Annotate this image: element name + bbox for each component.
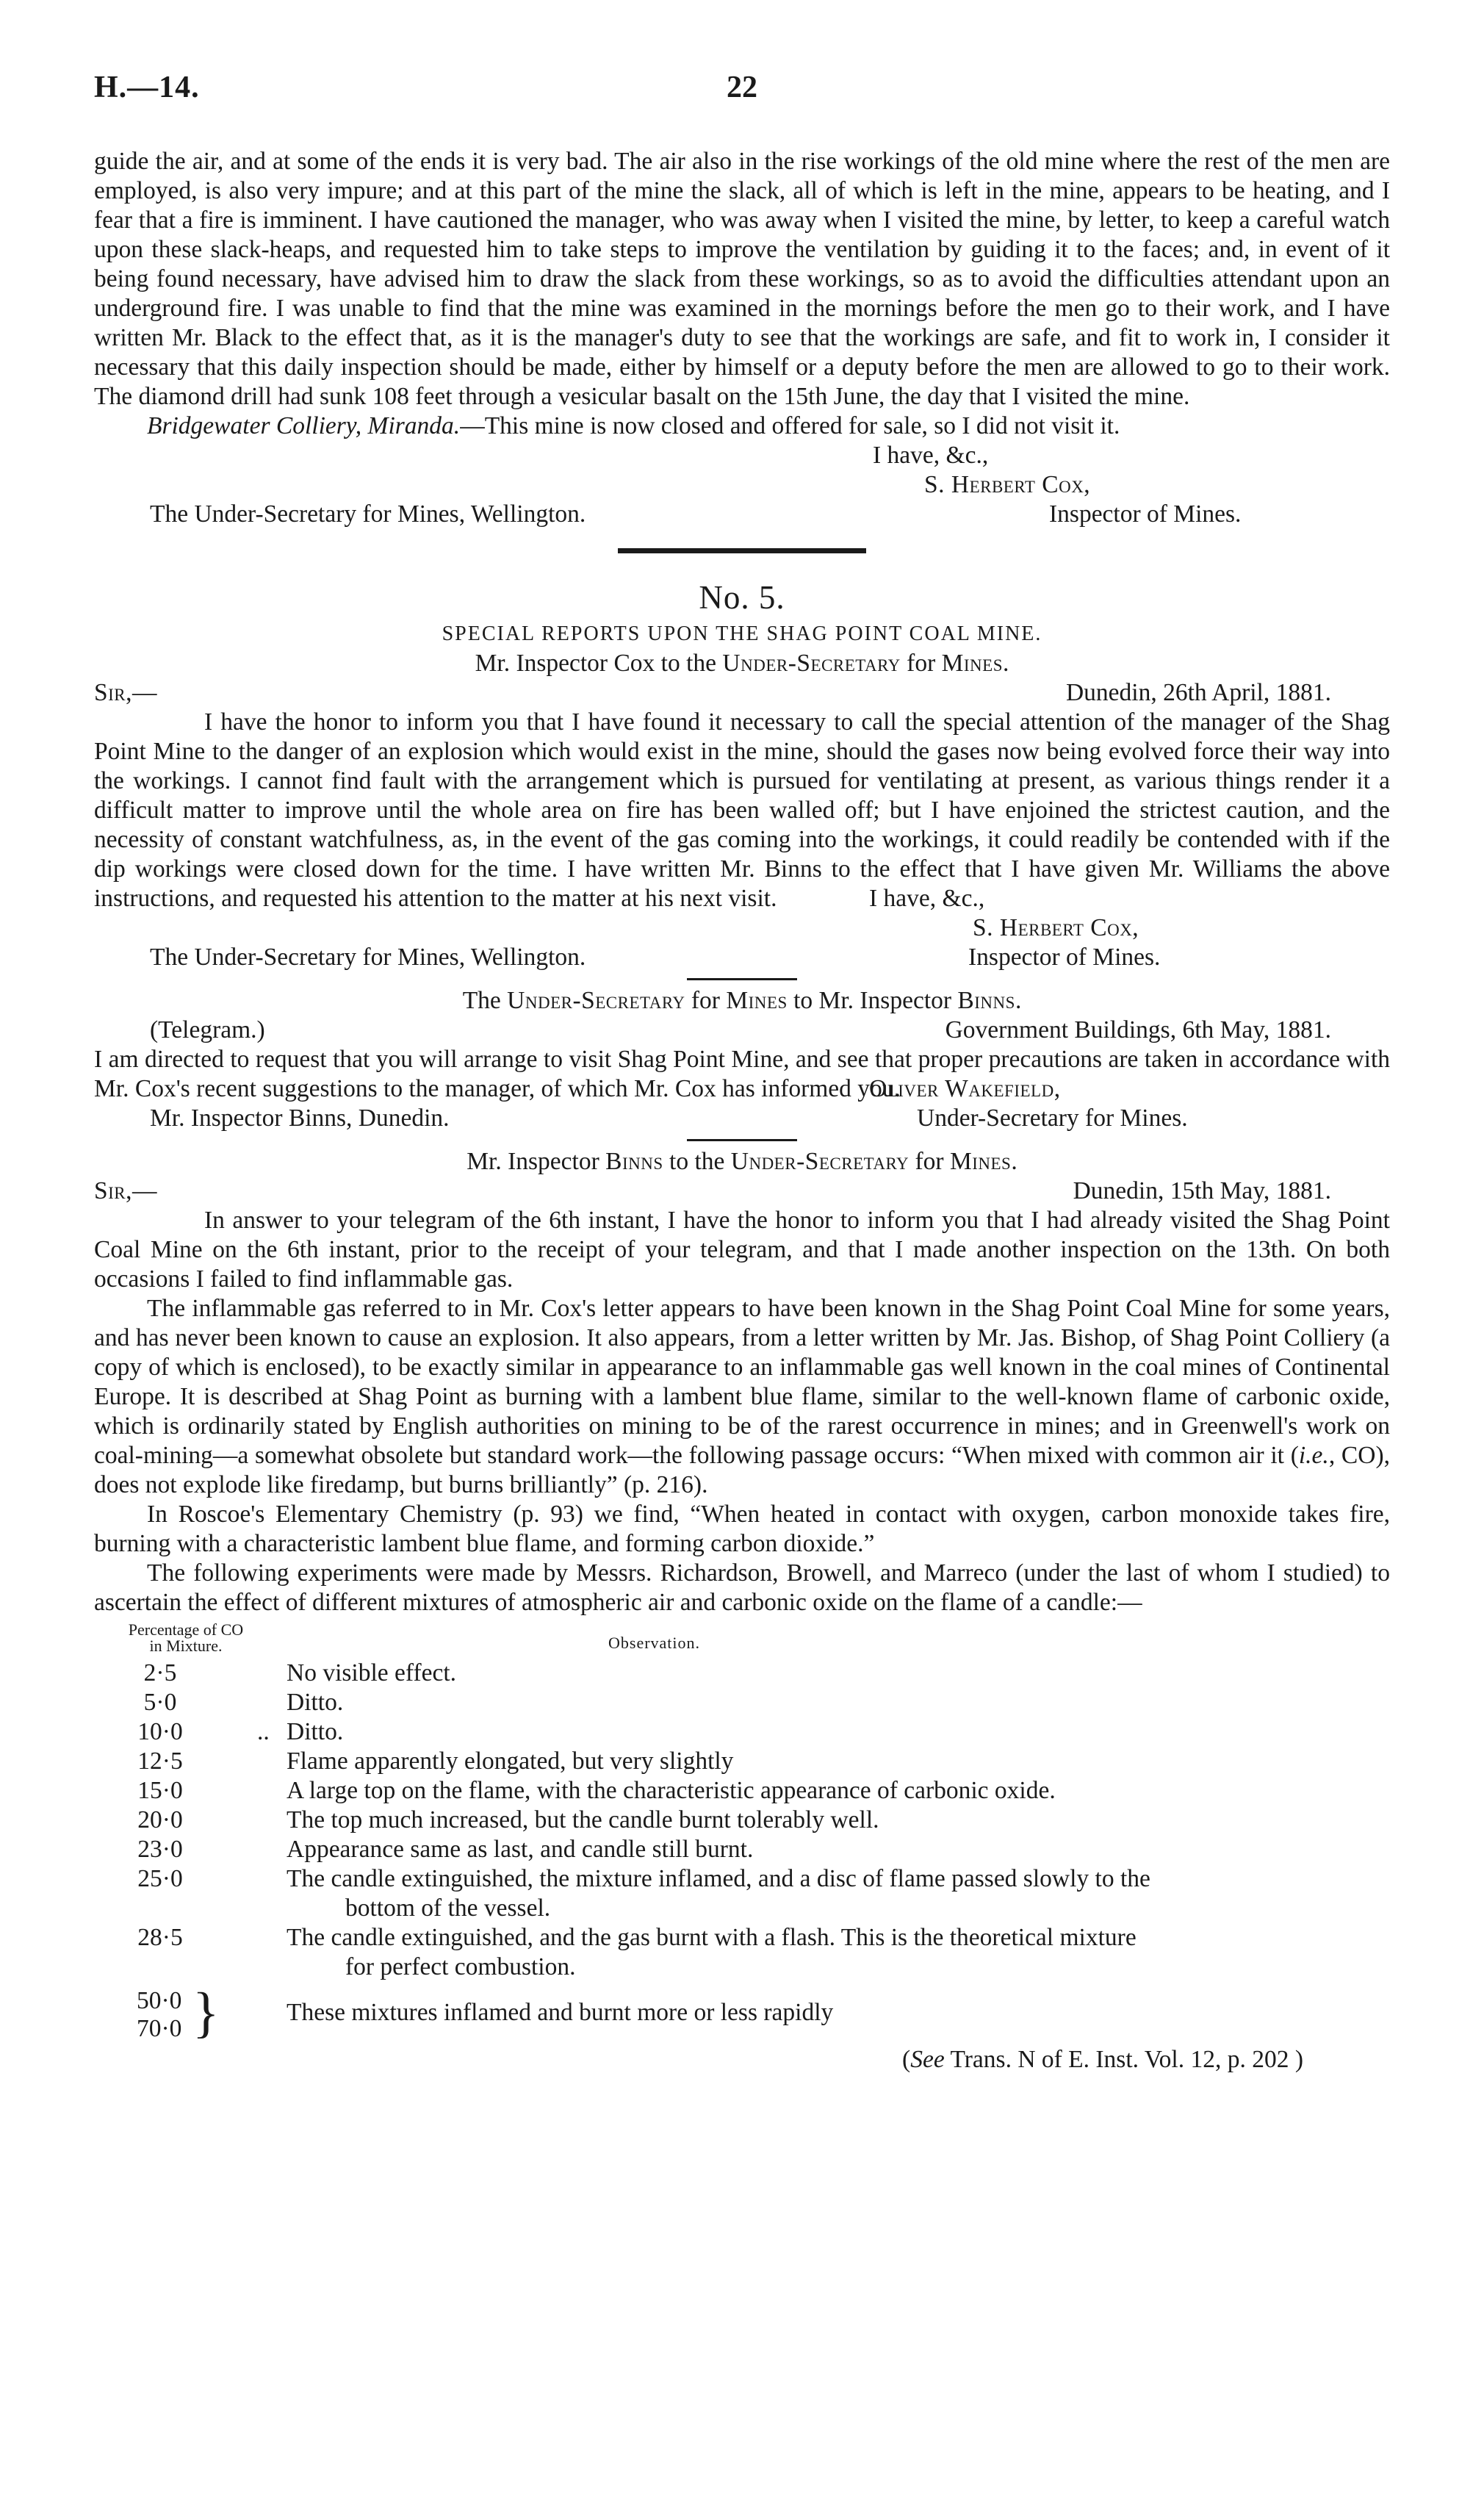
section-divider — [618, 548, 866, 553]
letter3-paragraph-3: In Roscoe's Elementary Chemistry (p. 93) we find, “When heated in contact with oxygen, carbon monoxide takes fire, burning with a characteristic lambent blue flame, and forming carbon dioxide.” — [94, 1501, 1390, 1557]
letter2-tag: (Telegram.) — [150, 1016, 265, 1044]
table-row — [94, 1923, 1390, 1982]
letter3-header-row — [94, 1177, 1390, 1206]
letter3-paragraph-1: In answer to your telegram of the 6th instant, I have the honor to inform you that I had already visited the Shag Point Coal Mine on the 6th instant, prior to the receipt of your telegram, and that I made another inspection on the 13th. On both occasions I failed to find inflammable gas. — [94, 1207, 1390, 1293]
letter3-salutation: Sir,— — [94, 1177, 158, 1204]
row-percentage: 20·0 — [137, 1806, 183, 1833]
letter3-p2-part-a: The inflammable gas referred to in Mr. Cox's letter appears to have been known in the Shag Point Coal Mine for some years, and has never been known to cause an explosion. It also appears, from a letter written by Mr. Jas. Bishop, of Shag Point Colliery (a copy of which is enclosed), to be exactly similar in appearance to an inflammable gas well known in the coal mines of Continental Europe. It is described at Shag Point as burning with a lambent blue flame, similar to the well-known flame of carbonic oxide, which is ordinarily stated by English authorities on mining to be of the rarest occurrence in mines; and in Greenwell's work on coal-mining—a somewhat obsolete but standard work—the following passage occurs: “When mixed with common air it ( — [94, 1295, 1390, 1469]
table-row — [94, 1864, 1390, 1923]
signature-block-1 — [94, 441, 1390, 529]
row-observation — [287, 1659, 1390, 1688]
row-percentage: 2·5 — [143, 1659, 177, 1687]
sig1-addressee: The Under-Secretary for Mines, Wellington. — [150, 500, 586, 528]
row-observation — [287, 1806, 1390, 1835]
row-observation — [287, 1864, 1390, 1923]
divider-1 — [687, 978, 797, 980]
letter3-title: Mr. Inspector Binns to the Under-Secretary for Mines. — [467, 1148, 1017, 1175]
brace-observation: These mixtures inflamed and burnt more or less rapidly — [287, 1999, 834, 2026]
sig1-i-have: I have, &c., — [873, 442, 989, 469]
row-percentage: 15·0 — [137, 1777, 183, 1804]
page-number: 22 — [727, 71, 757, 104]
document-body — [94, 147, 1390, 2075]
letter1-salutation: Sir,— — [94, 679, 158, 706]
citation-see: See — [910, 2046, 945, 2073]
divider-2 — [687, 1139, 797, 1141]
letter2-name: Oliver Wakefield, — [869, 1075, 1061, 1102]
letter1-i-have: I have, &c., — [869, 885, 985, 912]
letter2-header-row — [94, 1016, 1390, 1045]
row-percentage: 10·0 — [137, 1718, 183, 1745]
citation — [94, 2045, 1390, 2075]
sig1-title: Inspector of Mines. — [1049, 500, 1242, 528]
column-header-observation: Observation. — [608, 1634, 701, 1652]
letter2-title: The Under-Secretary for Mines to Mr. Inspector Binns. — [462, 987, 1022, 1014]
letter3-p2-part-b: , CO), does not explode like firedamp, but burns brilliantly” (p. 216). — [94, 1442, 1390, 1498]
letter2-addressee: Mr. Inspector Binns, Dunedin. — [150, 1104, 450, 1132]
bridgewater-text: —This mine is now closed and offered for sale, so I did not visit it. — [460, 412, 1120, 439]
letter1-header-row — [94, 678, 1390, 708]
row-observation-text: A large top on the flame, with the characteristic appearance of carbonic oxide. — [287, 1777, 1056, 1804]
column-header-percentage-line1: Percentage of CO — [128, 1620, 244, 1639]
letter1-name-row — [94, 913, 1390, 943]
table-row — [94, 1776, 1390, 1806]
row-observation-text: Ditto. — [287, 1718, 344, 1745]
section-number: No. 5. — [699, 579, 785, 616]
letter3-p2-ie: i.e. — [1298, 1442, 1329, 1469]
brace-percentage-2: 70·0 — [137, 2015, 182, 2042]
table-row — [94, 1717, 1390, 1747]
bridgewater-paragraph — [94, 412, 1390, 441]
row-percentage: 5·0 — [143, 1689, 177, 1716]
letter2-name-row — [94, 1074, 1390, 1104]
row-observation-text: The candle extinguished, and the gas burnt with a flash. This is the theoretical mixture — [287, 1924, 1137, 1951]
row-observation — [287, 1717, 1390, 1747]
row-observation-text: Ditto. — [287, 1689, 344, 1716]
row-percentage: 23·0 — [137, 1836, 183, 1863]
citation-text: Trans. N of E. Inst. Vol. 12, p. 202 ) — [944, 2046, 1303, 2073]
table-rows — [94, 1659, 1390, 1982]
row-percentage: 12·5 — [137, 1748, 183, 1775]
letter2-sign-title: Under-Secretary for Mines. — [917, 1104, 1188, 1132]
letter2-body: I am directed to request that you will arrange to visit Shag Point Mine, and see that proper precautions are taken in accordance with Mr. Cox's recent suggestions to the manager, of which Mr. Cox has informed you. — [94, 1046, 1390, 1102]
letter2-place-date: Government Buildings, 6th May, 1881. — [945, 1016, 1331, 1044]
column-header-percentage — [94, 1622, 278, 1654]
row-leader-dots: .. — [257, 1718, 270, 1745]
experiment-table — [94, 1617, 1390, 2075]
letter3-paragraph-2 — [94, 1294, 1390, 1500]
letter1-addressee-row — [94, 943, 1390, 972]
table-row — [94, 1835, 1390, 1864]
row-observation-text: Appearance same as last, and candle still burnt. — [287, 1836, 754, 1863]
row-observation-text: The candle extinguished, the mixture inflamed, and a disc of flame passed slowly to the — [287, 1865, 1150, 1892]
row-observation-continuation: for perfect combustion. — [345, 1953, 576, 1980]
letter3-date: Dunedin, 15th May, 1881. — [1073, 1177, 1331, 1204]
citation-open-paren: ( — [902, 2046, 911, 2073]
table-row — [94, 1688, 1390, 1717]
sig1-name: S. Herbert Cox, — [924, 471, 1091, 498]
continued-paragraph: guide the air, and at some of the ends it is very bad. The air also in the rise workings of the old mine where the rest of the men are employed, is also very impure; and at this part of the mine the slack, all of which is left in the mine, appears to be heating, and I fear that a fire is imminent. I have cautioned the manager, who was away when I visited the mine, by letter, to keep a careful watch upon these slack-heaps, and requested him to take steps to improve the ventilation by guiding it to the faces; and, in event of it being found necessary, have advised him to draw the slack from these workings, so as to avoid the difficulties attendant upon an underground fire. I was unable to find that the mine was examined in the mornings before the men go to their work, and I have written Mr. Black to the effect that, as it is the manager's duty to see that the workings are safe, and fit to work in, I consider it necessary that this daily inspection should be made, either by himself or a deputy before the men are allowed to go to their work. The diamond drill had sunk 108 feet through a vesicular basalt on the 15th June, the day that I visited the mine. — [94, 148, 1390, 410]
row-observation-text: The top much increased, but the candle burnt tolerably well. — [287, 1806, 879, 1833]
column-header-percentage-line2: in Mixture. — [149, 1637, 223, 1655]
page-header — [94, 70, 1390, 114]
letter1-name: S. Herbert Cox, — [973, 914, 1139, 941]
row-observation — [287, 1923, 1390, 1982]
right-brace-icon: } — [192, 1982, 220, 2044]
document-reference: H.—14. — [94, 71, 200, 104]
table-row — [94, 1806, 1390, 1835]
bridgewater-name: Bridgewater Colliery, Miranda. — [147, 412, 461, 439]
letter1-addressee: The Under-Secretary for Mines, Wellington. — [150, 944, 586, 971]
brace-percentage-1: 50·0 — [137, 1987, 182, 2014]
row-observation-text: No visible effect. — [287, 1659, 457, 1687]
table-row-brace — [94, 1982, 1390, 2045]
row-observation-continuation: bottom of the vessel. — [345, 1894, 551, 1922]
letter3-paragraph-4: The following experiments were made by Messrs. Richardson, Browell, and Marreco (under the last of whom I studied) to ascertain the effect of different mixtures of atmospheric air and carbonic oxide on the flame of a candle:— — [94, 1559, 1390, 1616]
row-percentage: 25·0 — [137, 1865, 183, 1892]
table-header — [94, 1617, 1390, 1659]
row-observation-text: Flame apparently elongated, but very slightly — [287, 1748, 734, 1775]
letter1-date: Dunedin, 26th April, 1881. — [1065, 679, 1331, 706]
letter2-addressee-row — [94, 1104, 1390, 1133]
section-heading: SPECIAL REPORTS UPON THE SHAG POINT COAL MINE. — [442, 622, 1042, 645]
row-observation — [287, 1747, 1390, 1776]
letter1-title: Mr. Inspector Cox to the Under-Secretary for Mines. — [475, 650, 1009, 677]
table-row — [94, 1747, 1390, 1776]
letter1-sign-row — [94, 884, 1390, 913]
row-observation — [287, 1688, 1390, 1717]
letter1-body: I have the honor to inform you that I have found it necessary to call the special attention of the manager of the Shag Point Mine to the danger of an explosion which would exist in the mine, should the gases now being evolved force their way into the workings. I cannot find fault with the arrangement which is pursued for ventilating at present, as various things render it a difficult matter to improve until the whole area on fire has been walled off; but I have enjoined the strictest caution, and the necessity of constant watchfulness, as, in the event of the gas coming into the workings, it could readily be contended with if the dip workings were closed down for the time. I have written Mr. Binns to the effect that I have given Mr. Williams the above instructions, and requested his attention to the matter at his next visit. — [94, 708, 1390, 912]
row-observation — [287, 1776, 1390, 1806]
table-row — [94, 1659, 1390, 1688]
letter1-sign-title: Inspector of Mines. — [968, 944, 1161, 971]
row-percentage: 28·5 — [137, 1924, 183, 1951]
row-observation — [287, 1835, 1390, 1864]
